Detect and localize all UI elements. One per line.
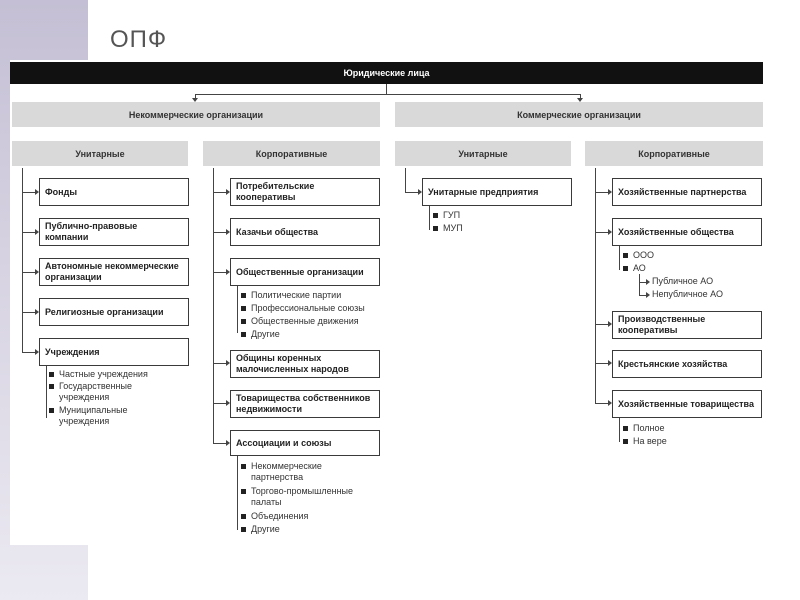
- bullet-icon: [241, 527, 246, 532]
- connector: [386, 84, 387, 94]
- item-box: Учреждения: [39, 338, 189, 366]
- list-item: Другие: [251, 524, 280, 534]
- connector: [213, 272, 227, 273]
- connector: [237, 286, 238, 333]
- bullet-icon: [241, 293, 246, 298]
- list-item: Непубличное АО: [652, 289, 723, 299]
- arrow-icon: [646, 279, 650, 285]
- page-title: ОПФ: [110, 26, 168, 53]
- item-box: Казачьи общества: [230, 218, 380, 246]
- connector: [595, 192, 609, 193]
- item-box: Фонды: [39, 178, 189, 206]
- nc-unitary-header: [12, 141, 188, 166]
- nc-unitary-label: Унитарные: [75, 148, 125, 159]
- list-item: На вере: [633, 436, 667, 446]
- arrow-icon: [646, 292, 650, 298]
- bullet-icon: [241, 514, 246, 519]
- commercial-header: [395, 102, 763, 127]
- connector: [619, 418, 620, 442]
- list-item: Общественные движения: [251, 316, 359, 326]
- bullet-icon: [49, 384, 54, 389]
- list-item: Объединения: [251, 511, 309, 521]
- item-box: Унитарные предприятия: [422, 178, 572, 206]
- item-box: Ассоциации и союзы: [230, 430, 380, 456]
- connector: [213, 403, 227, 404]
- legal-entities-diagram: [10, 60, 770, 545]
- connector: [22, 352, 36, 353]
- connector: [46, 366, 47, 418]
- connector: [213, 232, 227, 233]
- list-item: ГУП: [443, 210, 461, 220]
- connector: [639, 274, 640, 295]
- bullet-icon: [433, 226, 438, 231]
- item-box: Публично-правовые компании: [39, 218, 189, 246]
- list-item: Частные учреждения: [59, 369, 148, 379]
- connector: [22, 232, 36, 233]
- connector: [22, 192, 36, 193]
- bullet-icon: [49, 408, 54, 413]
- list-item: Другие: [251, 329, 280, 339]
- item-box: Автономные некоммерческие организации: [39, 258, 189, 286]
- root-node: [10, 62, 763, 84]
- connector: [213, 168, 214, 443]
- c-unitary-label: Унитарные: [458, 148, 508, 159]
- item-box: Общественные организации: [230, 258, 380, 286]
- item-box: Религиозные организации: [39, 298, 189, 326]
- connector: [237, 456, 238, 530]
- item-box: Потребительские кооперативы: [230, 178, 380, 206]
- noncommercial-header: [12, 102, 380, 127]
- bullet-icon: [433, 213, 438, 218]
- connector: [595, 232, 609, 233]
- connector: [595, 363, 609, 364]
- item-box: Хозяйственные партнерства: [612, 178, 762, 206]
- connector: [22, 168, 23, 353]
- nc-corporate-header: [203, 141, 380, 166]
- c-unitary-header: [395, 141, 571, 166]
- list-item: Политические партии: [251, 290, 342, 300]
- noncommercial-label: Некоммерческие организации: [128, 109, 264, 120]
- item-box: Товарищества собственников недвижимости: [230, 390, 380, 418]
- bullet-icon: [241, 319, 246, 324]
- list-item: Торгово-промышленные палаты: [251, 486, 354, 507]
- list-item: Государственные учреждения: [59, 381, 132, 402]
- connector: [595, 324, 609, 325]
- bullet-icon: [241, 306, 246, 311]
- connector: [213, 443, 227, 444]
- c-corporate-header: [585, 141, 763, 166]
- connector: [213, 192, 227, 193]
- bullet-icon: [623, 426, 628, 431]
- nc-corporate-label: Корпоративные: [255, 148, 328, 159]
- bullet-icon: [241, 489, 246, 494]
- connector: [429, 206, 430, 230]
- bullet-icon: [241, 332, 246, 337]
- list-item: Публичное АО: [652, 276, 714, 286]
- list-item: Муниципальные учреждения: [59, 405, 128, 426]
- list-item: АО: [633, 263, 646, 273]
- list-item: Некоммерческие партнерства: [251, 461, 322, 482]
- bullet-icon: [623, 253, 628, 258]
- c-corporate-label: Корпоративные: [638, 148, 710, 159]
- item-box: Хозяйственные товарищества: [612, 390, 762, 418]
- root-label: Юридические лица: [343, 68, 430, 78]
- connector: [405, 168, 406, 192]
- connector: [595, 168, 596, 403]
- item-box: Хозяйственные общества: [612, 218, 762, 246]
- connector: [213, 363, 227, 364]
- list-item: МУП: [443, 223, 463, 233]
- commercial-label: Коммерческие организации: [517, 109, 641, 120]
- list-item: Полное: [633, 423, 665, 433]
- item-box: Общины коренных малочисленных народов: [230, 350, 380, 378]
- bullet-icon: [49, 372, 54, 377]
- connector: [195, 94, 580, 95]
- bullet-icon: [623, 266, 628, 271]
- connector: [619, 246, 620, 270]
- connector: [595, 403, 609, 404]
- connector: [22, 272, 36, 273]
- item-box: Производственные кооперативы: [612, 311, 762, 339]
- bullet-icon: [241, 464, 246, 469]
- connector: [22, 312, 36, 313]
- list-item: Профессиональные союзы: [251, 303, 365, 313]
- connector: [405, 192, 419, 193]
- item-box: Крестьянские хозяйства: [612, 350, 762, 378]
- list-item: ООО: [633, 250, 655, 260]
- bullet-icon: [623, 439, 628, 444]
